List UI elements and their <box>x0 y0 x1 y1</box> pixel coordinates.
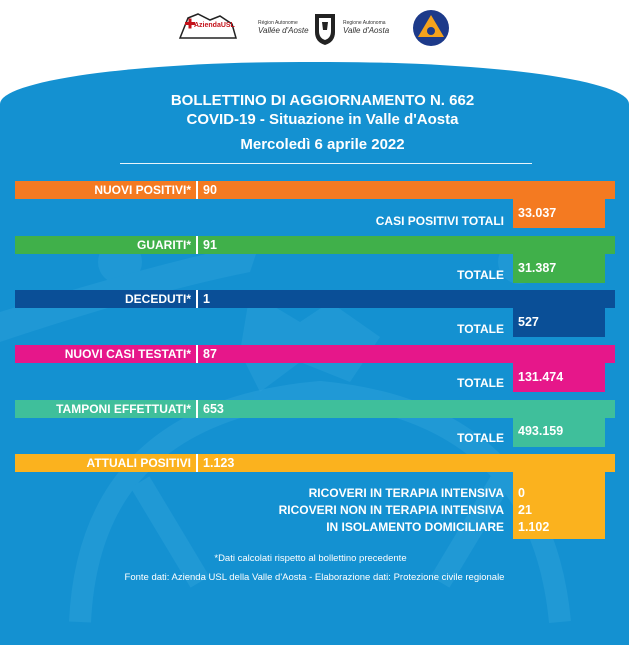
bulletin-title: BOLLETTINO DI AGGIORNAMENTO N. 662 <box>170 92 475 109</box>
region-logo-it <box>343 12 395 42</box>
isolamento-domiciliare-value: 1.102 <box>518 520 550 534</box>
deceduti-total: 527 <box>518 315 539 329</box>
deceduti-label: DECEDUTI* <box>124 292 191 306</box>
logos-strip <box>0 0 629 62</box>
protezione-civile-logo <box>411 8 451 48</box>
nuovi-casi-testati-total-label: TOTALE <box>457 376 504 390</box>
region-it-line2: Valle d'Aosta <box>343 25 390 35</box>
attuali-positivi-separator <box>196 454 198 472</box>
bulletin-panel <box>0 62 629 645</box>
lion-crest-icon <box>313 10 337 46</box>
nuovi-positivi-separator <box>196 181 198 199</box>
guariti-total-label: TOTALE <box>457 268 504 282</box>
nuovi-casi-testati-total-box <box>513 345 605 392</box>
nuovi-positivi-total: 33.037 <box>518 206 557 220</box>
header-divider <box>120 163 532 164</box>
civil-protection-icon <box>411 8 451 48</box>
tamponi-separator <box>196 400 198 418</box>
tamponi-value: 653 <box>203 402 224 416</box>
deceduti-value: 1 <box>203 292 210 306</box>
bulletin-subtitle: COVID-19 - Situazione in Valle d'Aosta <box>186 111 459 128</box>
deceduti-total-label: TOTALE <box>457 322 504 336</box>
nuovi-casi-testati-separator <box>196 345 198 363</box>
non-terapia-intensiva-label: RICOVERI NON IN TERAPIA INTENSIVA <box>278 503 504 517</box>
tamponi-total: 493.159 <box>518 424 564 438</box>
footnote: *Dati calcolati rispetto al bollettino precedente <box>214 553 407 564</box>
nuovi-casi-testati-value: 87 <box>203 347 217 361</box>
guariti-value: 91 <box>203 238 217 252</box>
guariti-total-box <box>513 236 605 283</box>
data-source: Fonte dati: Azienda USL della Valle d'Aosta - Elaborazione dati: Protezione civile regionale <box>124 572 505 583</box>
azienda-usl-logo <box>176 8 240 48</box>
nuovi-positivi-value: 90 <box>203 183 217 197</box>
guariti-total: 31.387 <box>518 261 557 275</box>
region-it-line1: Regione Autonoma <box>343 19 386 26</box>
tamponi-label: TAMPONI EFFETTUATI* <box>56 402 191 416</box>
nuovi-casi-testati-label: NUOVI CASI TESTATI* <box>64 347 191 361</box>
deceduti-total-box <box>513 290 605 337</box>
nuovi-positivi-total-box <box>513 181 605 228</box>
usl-logo-text: AziendaUSL <box>194 22 235 29</box>
nuovi-casi-testati-total: 131.474 <box>518 370 564 384</box>
nuovi-positivi-label: NUOVI POSITIVI* <box>94 183 191 197</box>
isolamento-domiciliare-label: IN ISOLAMENTO DOMICILIARE <box>326 520 504 534</box>
guariti-label: GUARITI* <box>137 238 191 252</box>
non-terapia-intensiva-value: 21 <box>518 503 532 517</box>
region-fr-line2: Vallée d'Aoste <box>258 25 309 35</box>
attuali-positivi-value: 1.123 <box>203 456 235 470</box>
deceduti-separator <box>196 290 198 308</box>
attuali-positivi-label: ATTUALI POSITIVI <box>86 456 191 470</box>
nuovi-positivi-total-label: CASI POSITIVI TOTALI <box>375 214 504 228</box>
terapia-intensiva-label: RICOVERI IN TERAPIA INTENSIVA <box>308 486 504 500</box>
region-fr-line1: Région Autonome <box>258 19 298 26</box>
crest-logo <box>313 8 337 48</box>
guariti-separator <box>196 236 198 254</box>
bulletin-date: Mercoledì 6 aprile 2022 <box>240 136 405 153</box>
tamponi-total-label: TOTALE <box>457 431 504 445</box>
terapia-intensiva-value: 0 <box>518 486 525 500</box>
region-logo-fr <box>258 12 310 42</box>
